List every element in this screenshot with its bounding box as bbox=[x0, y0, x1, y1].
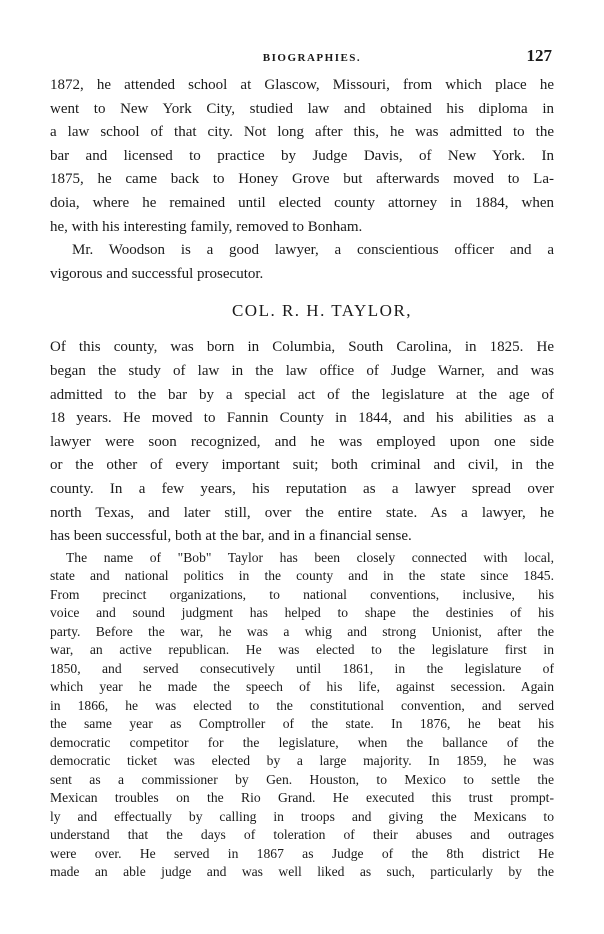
running-head bbox=[72, 46, 552, 70]
text-line: understand that the days of toleration of their abuses and outrages bbox=[50, 827, 554, 843]
section-heading: COL. R. H. TAYLOR, bbox=[231, 301, 413, 321]
text-line: democratic competitor for the legislature, when the ballance of the bbox=[50, 734, 554, 750]
text-line: admitted to the bar by a special act of the legislature at the age of bbox=[50, 386, 554, 403]
text-line: made an able judge and was well liked as such, particularly by the bbox=[50, 864, 554, 880]
text-line: Mr. Woodson is a good lawyer, a conscientious officer and a bbox=[72, 242, 554, 259]
text-line: party. Before the war, he was a whig and strong Unionist, after the bbox=[50, 623, 554, 639]
text-line: a law school of that city. Not long after this, he was admitted to the bbox=[50, 124, 554, 141]
text-line: has been successful, both at the bar, and in a financial sense. bbox=[50, 528, 412, 545]
paragraph-woodson bbox=[50, 74, 554, 239]
text-line: democratic ticket was elected by a large majority. In 1859, he was bbox=[50, 753, 554, 769]
paragraph-woodson-2 bbox=[50, 239, 554, 286]
text-line: 1872, he attended school at Glascow, Missouri, from which place he bbox=[50, 77, 554, 93]
text-line: vigorous and successful prosecutor. bbox=[50, 265, 264, 282]
text-line: Of this county, was born in Columbia, South Carolina, in 1825. He bbox=[50, 339, 554, 356]
text-line: war, an active republican. He was elected to the legislature first in bbox=[50, 642, 554, 658]
text-line: ly and effectually by calling in troops and giving the Mexicans to bbox=[50, 808, 554, 824]
text-line: 1850, and served consecutively until 1861, in the legislature of bbox=[50, 660, 554, 676]
page-number: 127 bbox=[526, 46, 552, 65]
text-line: the same year as Comptroller of the state. In 1876, he beat his bbox=[50, 716, 554, 732]
main-text bbox=[50, 74, 554, 882]
text-line: he, with his interesting family, removed to Bonham. bbox=[50, 218, 363, 235]
text-line: lawyer were soon recognized, and he was employed upon one side bbox=[50, 433, 554, 450]
text-line: went to New York City, studied law and obtained his diploma in bbox=[50, 100, 554, 117]
running-head-title: BIOGRAPHIES. bbox=[262, 52, 362, 64]
text-line: Mexican troubles on the Rio Grand. He executed this trust prompt- bbox=[50, 790, 554, 806]
paragraph-taylor-2 bbox=[50, 549, 554, 882]
text-line: or the other of every important suit; both criminal and civil, in the bbox=[50, 457, 554, 474]
text-line: which year he made the speech of his life, against secession. Again bbox=[50, 679, 554, 695]
text-line: in 1866, he was elected to the constitutional convention, and served bbox=[50, 697, 554, 713]
text-line: state and national politics in the county and in the state since 1845. bbox=[50, 568, 554, 584]
text-line: From precinct organizations, to national conventions, inclusive, his bbox=[50, 586, 554, 602]
text-line: north Texas, and later still, over the entire state. As a lawyer, he bbox=[50, 504, 554, 521]
text-line: 18 years. He moved to Fannin County in 1844, and his abilities as a bbox=[50, 410, 554, 427]
text-line: began the study of law in the law office of Judge Warner, and was bbox=[50, 362, 554, 379]
text-line: The name of "Bob" Taylor has been closely connected with local, bbox=[66, 549, 554, 565]
text-line: doia, where he remained until elected county attorney in 1884, when bbox=[50, 194, 554, 211]
text-line: sent as a commissioner by Gen. Houston, to Mexico to settle the bbox=[50, 771, 554, 787]
text-line: voice and sound judgment has helped to shape the destinies of his bbox=[50, 605, 554, 621]
text-line: 1875, he came back to Honey Grove but afterwards moved to La- bbox=[50, 171, 554, 188]
text-line: bar and licensed to practice by Judge Davis, of New York. In bbox=[50, 147, 554, 164]
text-line: were over. He served in 1867 as Judge of the 8th district He bbox=[50, 845, 554, 861]
text-line: county. In a few years, his reputation as a lawyer spread over bbox=[50, 480, 554, 497]
paragraph-taylor-1 bbox=[50, 336, 554, 548]
